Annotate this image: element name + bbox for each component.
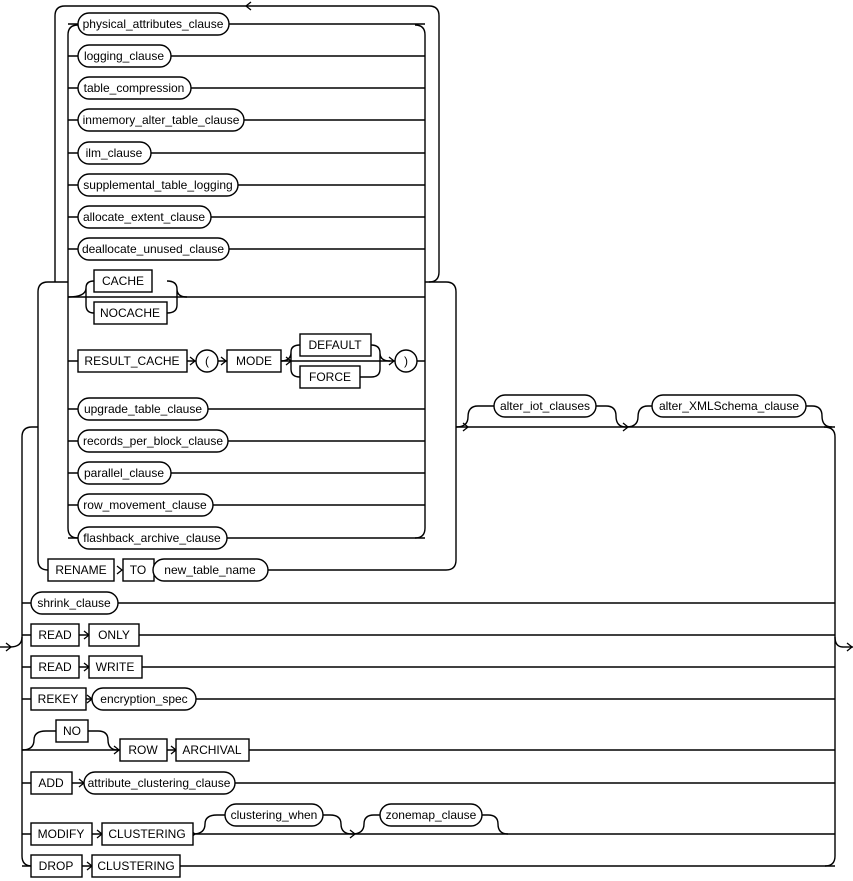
keyword-modify: [31, 823, 92, 845]
keyword-row: [120, 739, 167, 761]
svg-text:WRITE: WRITE: [95, 660, 135, 674]
loop-item-parallel-clause: [78, 462, 171, 484]
svg-text:upgrade_table_clause: upgrade_table_clause: [83, 402, 203, 416]
svg-text:table_compression: table_compression: [83, 81, 185, 95]
svg-text:flashback_archive_clause: flashback_archive_clause: [83, 531, 221, 545]
svg-text:zonemap_clause: zonemap_clause: [385, 808, 477, 822]
keyword-force: [300, 366, 360, 388]
loop-item-records-per-block-clause: [78, 430, 228, 452]
svg-text:(: (: [205, 354, 209, 368]
keyword-write: [89, 656, 142, 678]
keyword-rekey: [31, 688, 86, 710]
keyword-no: [56, 720, 88, 742]
svg-text:ADD: ADD: [38, 776, 64, 790]
keyword-read-only-read: [31, 624, 79, 646]
svg-text:READ: READ: [38, 660, 72, 674]
open-paren: [196, 350, 218, 372]
keyword-default: [300, 334, 371, 356]
property-frame-right: [268, 282, 456, 570]
svg-text:row_movement_clause: row_movement_clause: [83, 498, 207, 512]
loop-item-physical-attributes-clause: [78, 13, 229, 35]
svg-text:MODIFY: MODIFY: [37, 827, 85, 841]
property-frame-bottom: [38, 427, 48, 570]
svg-text:CACHE: CACHE: [101, 274, 145, 288]
svg-text:attribute_clustering_clause: attribute_clustering_clause: [87, 776, 231, 790]
loop-item-logging-clause: [78, 45, 171, 67]
loop-item-table-compression: [78, 77, 191, 99]
svg-text:NOCACHE: NOCACHE: [99, 306, 161, 320]
svg-text:clustering_when: clustering_when: [230, 808, 318, 822]
keyword-rename: [48, 559, 114, 581]
keyword-drop-clustering: [92, 855, 180, 877]
encryption-spec: [92, 688, 196, 710]
svg-text:allocate_extent_clause: allocate_extent_clause: [82, 210, 206, 224]
arrowhead-rename-to: [117, 566, 122, 574]
svg-text:RENAME: RENAME: [55, 563, 107, 577]
svg-text:shrink_clause: shrink_clause: [37, 596, 111, 610]
loop-item-upgrade-table-clause: [78, 398, 208, 420]
loop-item-flashback-archive-clause: [78, 527, 227, 549]
svg-text:): ): [404, 354, 408, 368]
keyword-mode: [227, 350, 281, 372]
loop-item-deallocate-unused-clause: [78, 238, 229, 260]
svg-text:RESULT_CACHE: RESULT_CACHE: [84, 354, 180, 368]
svg-text:READ: READ: [38, 628, 72, 642]
right-outer-rail-exit: [835, 637, 843, 647]
svg-text:encryption_spec: encryption_spec: [100, 692, 188, 706]
keyword-only: [89, 624, 139, 646]
svg-text:NO: NO: [63, 724, 81, 738]
loop-item-supplemental-table-logging: [78, 174, 238, 196]
alter-iot-clauses: [494, 395, 596, 417]
svg-text:FORCE: FORCE: [309, 370, 351, 384]
keyword-to: [123, 559, 154, 581]
keyword-result-cache: [78, 350, 187, 372]
svg-text:ONLY: ONLY: [98, 628, 130, 642]
svg-text:alter_XMLSchema_clause: alter_XMLSchema_clause: [658, 399, 800, 413]
svg-text:logging_clause: logging_clause: [83, 49, 165, 63]
loop-item-row-movement-clause: [78, 494, 213, 516]
svg-text:alter_iot_clauses: alter_iot_clauses: [499, 399, 591, 413]
svg-text:DEFAULT: DEFAULT: [308, 338, 362, 352]
loop-item-inmemory-alter-table-clause: [78, 109, 244, 131]
svg-text:MODE: MODE: [236, 354, 272, 368]
alter-xmlschema-clause: [652, 395, 806, 417]
svg-text:parallel_clause: parallel_clause: [83, 466, 165, 480]
right-outer-rail: [824, 427, 835, 866]
keyword-nocache: [94, 302, 167, 324]
svg-text:records_per_block_clause: records_per_block_clause: [82, 434, 224, 448]
svg-text:physical_attributes_clause: physical_attributes_clause: [82, 17, 224, 31]
shrink-clause: [31, 592, 118, 614]
loop-item-allocate-extent-clause: [78, 206, 211, 228]
svg-text:DROP: DROP: [38, 859, 74, 873]
close-paren: [395, 350, 417, 372]
keyword-read-write-read: [31, 656, 79, 678]
svg-text:supplemental_table_logging: supplemental_table_logging: [83, 178, 233, 192]
keyword-drop: [31, 855, 82, 877]
property-frame-left: [38, 282, 68, 427]
svg-text:ROW: ROW: [128, 743, 158, 757]
svg-text:TO: TO: [129, 563, 147, 577]
svg-text:REKEY: REKEY: [37, 692, 79, 706]
keyword-archival: [176, 739, 249, 761]
svg-text:ARCHIVAL: ARCHIVAL: [182, 743, 242, 757]
loop-item-ilm-clause: [78, 142, 151, 164]
svg-text:new_table_name: new_table_name: [164, 563, 256, 577]
left-outer-rail: [10, 427, 38, 647]
svg-text:ilm_clause: ilm_clause: [85, 146, 143, 160]
keyword-add: [31, 772, 72, 794]
clustering-when: [225, 804, 323, 826]
keyword-cache: [94, 270, 152, 292]
zonemap-clause: [380, 804, 482, 826]
keyword-modify-clustering: [102, 823, 193, 845]
svg-text:deallocate_unused_clause: deallocate_unused_clause: [81, 242, 225, 256]
svg-text:CLUSTERING: CLUSTERING: [108, 827, 186, 841]
new-table-name: [153, 559, 268, 581]
attribute-clustering-clause: [84, 772, 235, 794]
svg-text:inmemory_alter_table_clause: inmemory_alter_table_clause: [82, 113, 240, 127]
svg-text:CLUSTERING: CLUSTERING: [97, 859, 175, 873]
